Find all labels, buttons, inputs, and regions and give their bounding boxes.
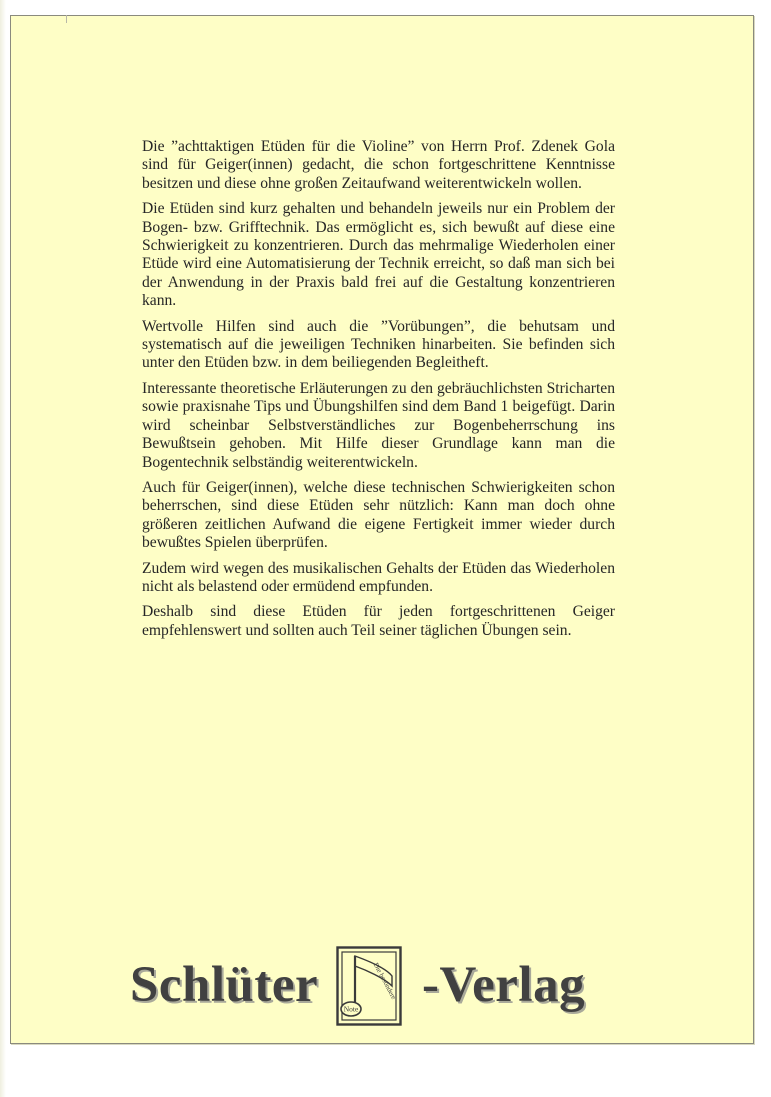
paragraph-recommendation: Deshalb sind diese Etüden für jeden fortgeschrittenen Geiger empfehlenswert und sollten auch Teil seiner täglichen Übungen sein.	[142, 603, 615, 639]
paragraph-musical-content: Zudem wird wegen des musikalischen Gehalts der Etüden das Wiederholen nicht als belastend oder ermüdend empfunden.	[142, 559, 615, 595]
crop-mark	[66, 15, 67, 23]
note-logo-icon	[336, 946, 402, 1026]
publisher-imprint	[120, 936, 640, 1032]
logo-text-top: Die besondere	[371, 961, 398, 1001]
paragraph-intro: Die ”achttaktigen Etüden für die Violine” von Herrn Prof. Zdenek Gola sind für Geiger(innen) gedacht, die schon fortgeschrittene Kenntnisse besitzen und diese ohne großen Zeitaufwand weiterentwickeln wollen.	[142, 138, 615, 192]
publisher-logo	[336, 946, 402, 1026]
paragraph-advanced-players: Auch für Geiger(innen), welche diese technischen Schwierigkeiten schon beherrschen, sind diese Etüden sehr nützlich: Kann man doch ohne größeren zeitlichen Aufwand die eigene Fertigkeit immer wieder durch bewußtes Spielen überprüfen.	[142, 478, 615, 552]
logo-text-bottom: Note	[343, 1004, 359, 1014]
paragraph-preliminary-exercises: Wertvolle Hilfen sind auch die ”Vorübungen”, die behutsam und systematisch auf die jeweiligen Techniken hinarbeiten. Sie befinden sich unter den Etüden bzw. in dem beiliegenden Begleitheft.	[142, 317, 615, 372]
paragraph-technique: Die Etüden sind kurz gehalten und behandeln jeweils nur ein Problem der Bogen- bzw. Grifftechnik. Das ermöglicht es, sich bewußt auf diese eine Schwierigkeit zu konzentrieren. Durch das mehrmalige Wiederholen einer Etüde wird eine Automatisierung der Technik erreicht, so daß man sich bei der Anwendung in der Praxis bald frei auf die Gestaltung konzentrieren kann.	[142, 200, 615, 310]
body-text	[142, 138, 615, 647]
publisher-name-left: Schlüter	[130, 957, 319, 1013]
publisher-name-right: -Verlag	[422, 957, 586, 1013]
paragraph-theory: Interessante theoretische Erläuterungen zu den gebräuchlichsten Stricharten sowie praxisnahe Tips und Übungshilfen sind dem Band 1 beigefügt. Darin wird scheinbar Selbstverständliches zur Bogenbeherrschung ins Bewußtsein gehoben. Mit Hilfe dieser Grundlage kann man die Bogentechnik selbständig weiterentwickeln.	[142, 379, 615, 471]
scan-edge	[0, 0, 6, 1097]
